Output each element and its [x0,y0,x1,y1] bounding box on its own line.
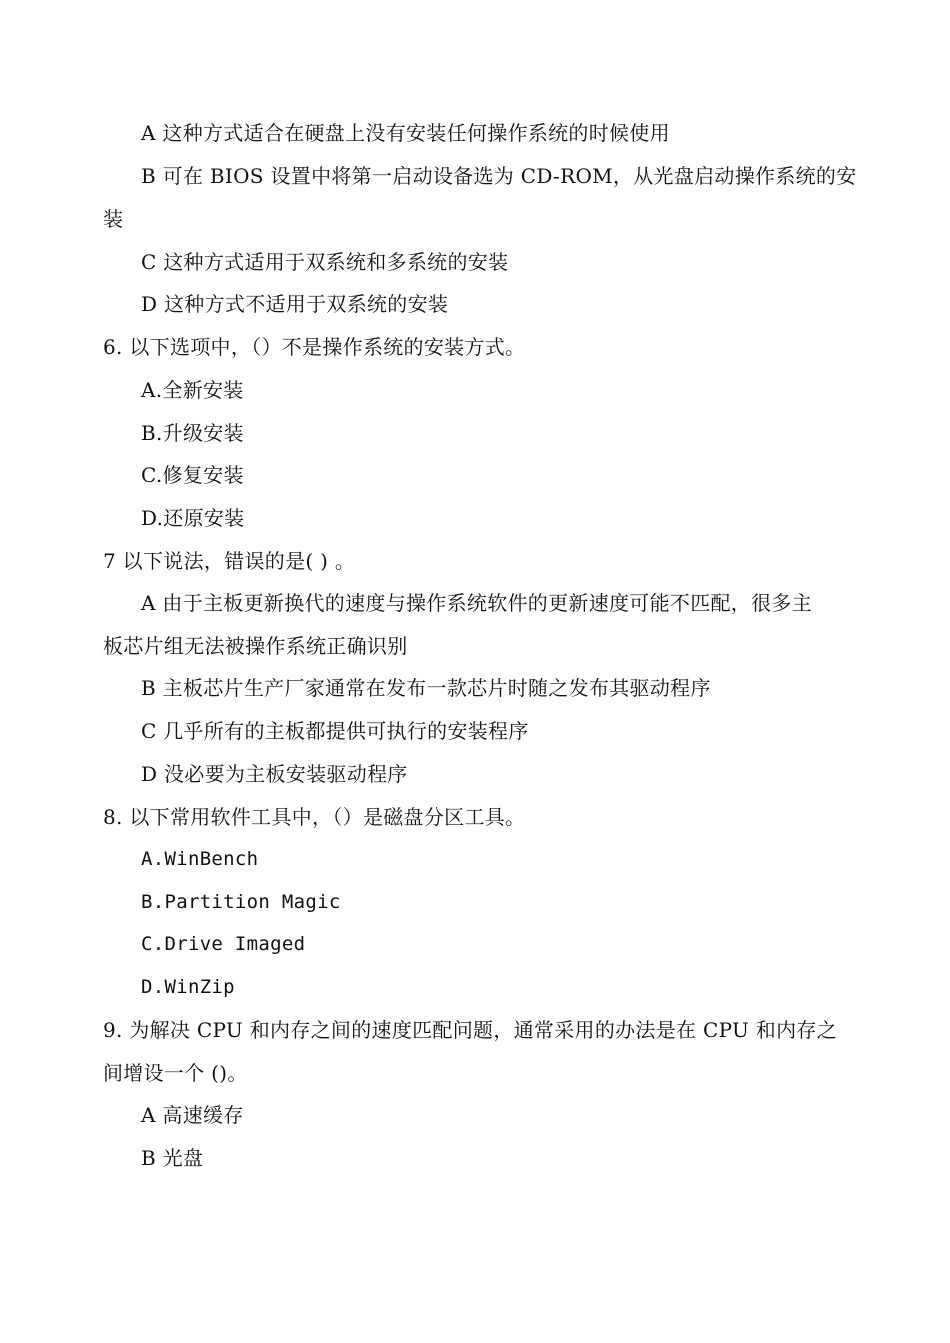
q9-option-a: A 高速缓存 [141,1103,244,1127]
q8-option-b: B.Partition Magic [141,891,341,913]
q6-option-d: D.还原安装 [141,506,245,530]
q5-option-b-line2: 装 [103,207,124,231]
q5-option-a: A 这种方式适合在硬盘上没有安装任何操作系统的时候使用 [141,121,670,145]
q9-option-b: B 光盘 [141,1146,204,1170]
q5-option-d: D 这种方式不适用于双系统的安装 [141,292,449,316]
q7-option-d: D 没必要为主板安装驱动程序 [141,762,408,786]
q6-option-a: A.全新安装 [141,378,244,402]
q9-stem-line1: 9. 为解决 CPU 和内存之间的速度匹配问题，通常采用的办法是在 CPU 和内存之 [103,1018,837,1042]
q7-option-b: B 主板芯片生产厂家通常在发布一款芯片时随之发布其驱动程序 [141,676,711,700]
q5-option-b-line1: B 可在 BIOS 设置中将第一启动设备选为 CD-ROM，从光盘启动操作系统的安 [141,164,857,188]
q9-stem-line2: 间增设一个 ()。 [103,1061,248,1085]
q7-stem: 7 以下说法，错误的是( ) 。 [103,549,356,573]
q7-option-a-line1: A 由于主板更新换代的速度与操作系统软件的更新速度可能不匹配，很多主 [141,591,812,615]
q8-option-c: C.Drive Imaged [141,933,306,955]
q7-option-a-line2: 板芯片组无法被操作系统正确识别 [103,634,408,658]
q7-option-c: C 几乎所有的主板都提供可执行的安装程序 [141,719,529,743]
q6-option-b: B.升级安装 [141,421,244,445]
q6-option-c: C.修复安装 [141,463,244,487]
q8-option-d: D.WinZip [141,976,235,998]
q6-stem: 6. 以下选项中，（）不是操作系统的安装方式。 [103,335,526,359]
q8-stem: 8. 以下常用软件工具中，（）是磁盘分区工具。 [103,805,526,829]
q5-option-c: C 这种方式适用于双系统和多系统的安装 [141,250,509,274]
q8-option-a: A.WinBench [141,848,259,870]
